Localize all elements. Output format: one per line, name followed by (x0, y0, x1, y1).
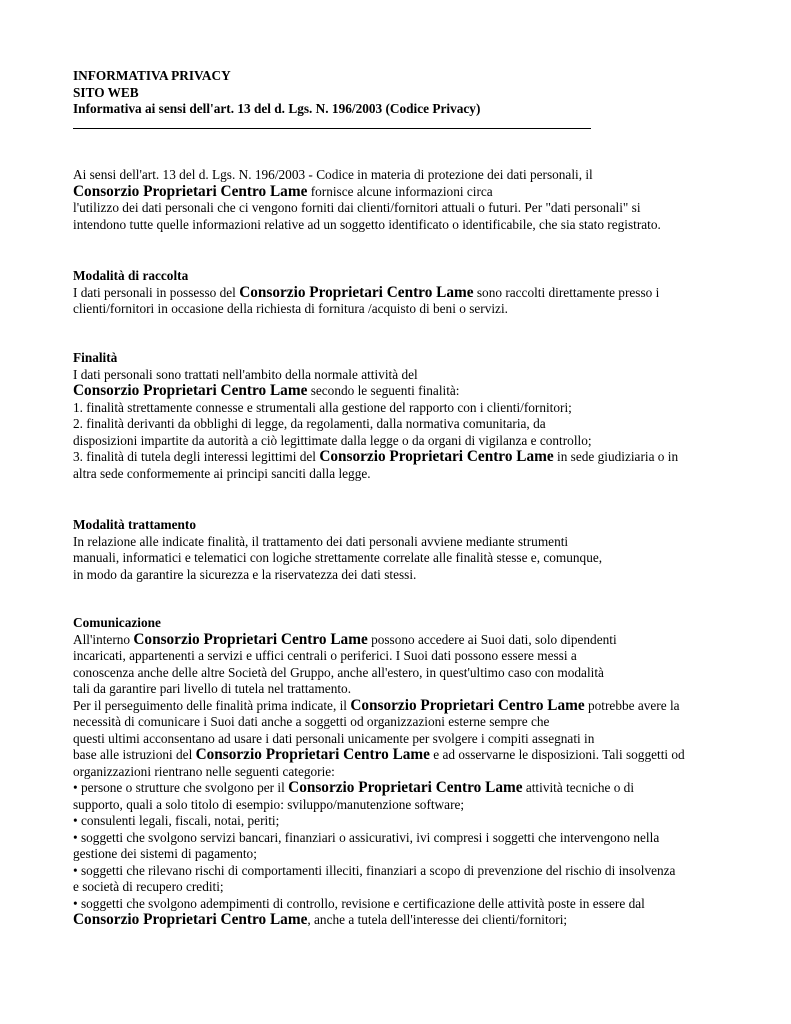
text-line: I dati personali in possesso del Consorzio Proprietari Centro Lame sono raccolti direttamente presso i (73, 283, 660, 301)
org-name: Consorzio Proprietari Centro Lame (73, 382, 308, 399)
header-subtitle: SITO WEB (73, 84, 139, 100)
org-name: Consorzio Proprietari Centro Lame (73, 911, 308, 928)
document-header (73, 68, 733, 129)
text-line: I dati personali sono trattati nell'ambito della normale attività del (73, 366, 418, 382)
org-name: Consorzio Proprietari Centro Lame (350, 696, 585, 714)
text-line: 2. finalità derivanti da obblighi di legge, da regolamenti, dalla normativa comunitaria, da (73, 416, 546, 431)
section-heading: Comunicazione (73, 615, 161, 630)
text-line: manuali, informatici e telematici con logiche strettamente correlate alle finalità stesse e, comunque, (73, 550, 603, 565)
org-name: Consorzio Proprietari Centro Lame (319, 448, 554, 465)
text-line: Per il perseguimento delle finalità prima indicate, il Consorzio Proprietari Centro Lame potrebbe avere la (73, 696, 680, 714)
org-name: Consorzio Proprietari Centro Lame (73, 182, 308, 200)
org-name: Consorzio Proprietari Centro Lame (195, 746, 430, 763)
trattamento-section (73, 517, 743, 583)
text-line: Consorzio Proprietari Centro Lame, anche a tutela dell'interesse dei clienti/fornitori; (73, 911, 568, 928)
text-line: In relazione alle indicate finalità, il trattamento dei dati personali avviene mediante strumenti (73, 533, 569, 549)
list-item: • persone o strutture che svolgono per il Consorzio Proprietari Centro Lame attività tecniche o di (73, 779, 635, 796)
text-line: gestione dei sistemi di pagamento; (73, 846, 257, 861)
text-line: 3. finalità di tutela degli interessi legittimi del Consorzio Proprietari Centro Lame in sede giudiziaria o in (73, 448, 679, 465)
list-item: • soggetti che svolgono servizi bancari, finanziari o assicurativi, ivi compresi i soggetti che intervengono nella (73, 829, 660, 845)
text-line: Consorzio Proprietari Centro Lame secondo le seguenti finalità: (73, 382, 460, 399)
text-line: supporto, quali a solo titolo di esempio: sviluppo/manutenzione software; (73, 796, 465, 812)
header-title: INFORMATIVA PRIVACY (73, 68, 231, 83)
text-line: in modo da garantire la sicurezza e la riservatezza dei dati stessi. (73, 566, 417, 582)
text-line: questi ultimi acconsentano ad usare i dati personali unicamente per svolgere i compiti assegnati in (73, 730, 595, 746)
list-item: • soggetti che rilevano rischi di comportamenti illeciti, finanziari a scopo di prevenzione del rischio di insolvenza (73, 862, 676, 878)
text-line: disposizioni impartite da autorità a ciò legittimate dalla legge o da organi di vigilanza e controllo; (73, 432, 592, 448)
text-line: clienti/fornitori in occasione della richiesta di fornitura /acquisto di beni o servizi. (73, 301, 508, 316)
text-line: organizzazioni rientrano nelle seguenti categorie: (73, 763, 335, 779)
header-divider (73, 128, 591, 129)
intro-section (73, 167, 743, 233)
text-line: Consorzio Proprietari Centro Lame fornisce alcune informazioni circa (73, 182, 493, 200)
org-name: Consorzio Proprietari Centro Lame (288, 779, 523, 796)
org-name: Consorzio Proprietari Centro Lame (133, 630, 368, 648)
text-line: 1. finalità strettamente connesse e strumentali alla gestione del rapporto con i clienti/fornitori; (73, 399, 572, 415)
text-line: altra sede conformemente ai principi sanciti dalla legge. (73, 465, 371, 481)
list-item: • consulenti legali, fiscali, notai, periti; (73, 813, 280, 828)
text-line: Ai sensi dell'art. 13 del d. Lgs. N. 196/2003 - Codice in materia di protezione dei dati personali, il (73, 167, 593, 182)
text-line: conoscenza anche delle altre Società del Gruppo, anche all'estero, in quest'ultimo caso con modalità (73, 664, 604, 680)
text-line: All'interno Consorzio Proprietari Centro Lame possono accedere ai Suoi dati, solo dipendenti (73, 630, 617, 648)
org-name: Consorzio Proprietari Centro Lame (239, 283, 474, 301)
section-heading: Modalità trattamento (73, 517, 196, 532)
text-line: l'utilizzo dei dati personali che ci vengono forniti dai clienti/fornitori attuali o futuri. Per "dati personali" si (73, 200, 641, 215)
comunicazione-section (73, 615, 743, 929)
raccolta-section (73, 268, 743, 318)
text-line: tali da garantire pari livello di tutela nel trattamento. (73, 681, 352, 696)
text-line: necessità di comunicare i Suoi dati anche a soggetti od organizzazioni esterne sempre che (73, 714, 550, 729)
list-item: • soggetti che svolgono adempimenti di controllo, revisione e certificazione delle attività poste in essere dal (73, 895, 645, 911)
text-line: base alle istruzioni del Consorzio Proprietari Centro Lame e ad osservarne le disposizioni. Tali soggetti od (73, 746, 685, 763)
text-line: incaricati, appartenenti a servizi e uffici centrali o periferici. I Suoi dati possono essere messi a (73, 648, 577, 663)
section-heading: Modalità di raccolta (73, 268, 189, 283)
finalita-section (73, 350, 743, 482)
header-legal-reference: Informativa ai sensi dell'art. 13 del d. Lgs. N. 196/2003 (Codice Privacy) (73, 101, 481, 116)
text-line: intendono tutte quelle informazioni relative ad un soggetto identificato o identificabile, che sia stato registrato. (73, 216, 661, 232)
text-line: e società di recupero crediti; (73, 879, 224, 894)
section-heading: Finalità (73, 350, 118, 365)
